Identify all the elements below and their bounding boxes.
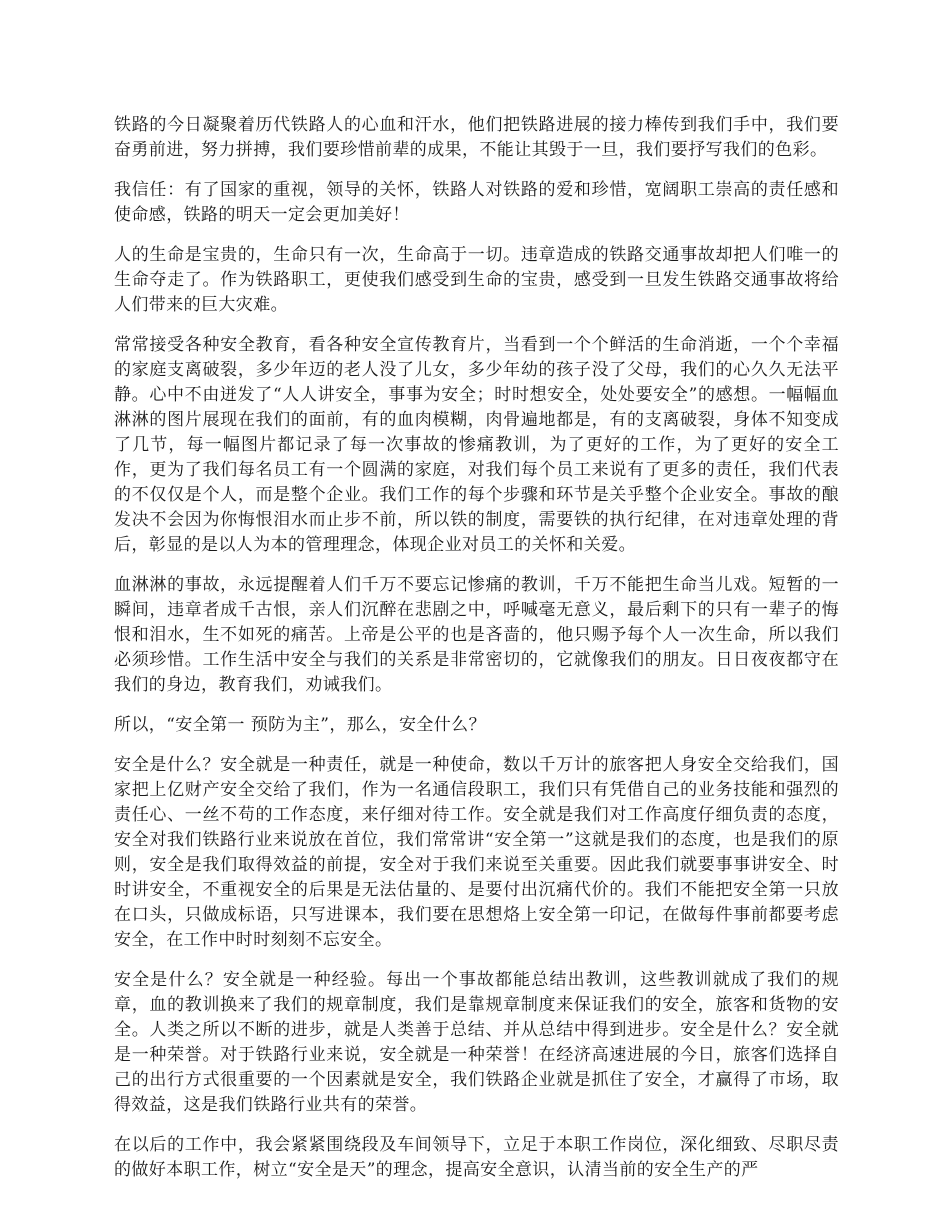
paragraph: 人的生命是宝贵的，生命只有一次，生命高于一切。违章造成的铁路交通事故却把人们唯一的生命夺走了。作为铁路职工，更使我们感受到生命的宝贵，感受到一旦发生铁路交通事故将给人们带来的巨大灾难。 [114, 245, 839, 315]
paragraph: 所以，“安全第一 预防为主”，那么，安全什么？ [114, 715, 486, 735]
paragraph: 我信任：有了国家的重视，领导的关怀，铁路人对铁路的爱和珍惜，宽阔职工崇高的责任感和使命感，铁路的明天一定会更加美好！ [114, 180, 839, 225]
paragraph: 安全是什么？安全就是一种责任，就是一种使命，数以千万计的旅客把人身安全交给我们，国家把上亿财产安全交给了我们，作为一名通信段职工，我们只有凭借自己的业务技能和强烈的责任心、一丝不苟的工作态度，来仔细对待工作。安全就是我们对工作高度仔细负责的态度，安全对我们铁路行业来说放在首位，我们常常讲“安全第一”这就是我们的态度，也是我们的原则，安全是我们取得效益的前提，安全对于我们来说至关重要。因此我们就要事事讲安全、时时讲安全，不重视安全的后果是无法估量的、是要付出沉痛代价的。我们不能把安全第一只放在口头，只做成标语，只写进课本，我们要在思想烙上安全第一印记，在做每件事前都要考虑安全，在工作中时时刻刻不忘安全。 [114, 755, 839, 950]
paragraph: 铁路的今日凝聚着历代铁路人的心血和汗水，他们把铁路进展的接力棒传到我们手中，我们要奋勇前进，努力拼搏，我们要珍惜前辈的成果，不能让其毁于一旦，我们要抒写我们的色彩。 [114, 115, 839, 160]
paragraph: 在以后的工作中，我会紧紧围绕段及车间领导下，立足于本职工作岗位，深化细致、尽职尽责的做好本职工作，树立“安全是天”的理念，提高安全意识，认清当前的安全生产的严 [114, 1135, 839, 1180]
paragraph: 安全是什么？安全就是一种经验。每出一个事故都能总结出教训，这些教训就成了我们的规章，血的教训换来了我们的规章制度，我们是靠规章制度来保证我们的安全，旅客和货物的安全。人类之所以不断的进步，就是人类善于总结、并从总结中得到进步。安全是什么？安全就是一种荣誉。对于铁路行业来说，安全就是一种荣誉！在经济高速进展的今日，旅客们选择自己的出行方式很重要的一个因素就是安全，我们铁路企业就是抓住了安全，才赢得了市场，取得效益，这是我们铁路行业共有的荣誉。 [114, 970, 839, 1115]
paragraph: 常常接受各种安全教育，看各种安全宣传教育片，当看到一个个鲜活的生命消逝，一个个幸福的家庭支离破裂，多少年迈的老人没了儿女，多少年幼的孩子没了父母，我们的心久久无法平静。心中不由迸发了“人人讲安全，事事为安全；时时想安全，处处要安全”的感想。一幅幅血淋淋的图片展现在我们的面前，有的血肉模糊，肉骨遍地都是，有的支离破裂，身体不知变成了几节，每一幅图片都记录了每一次事故的惨痛教训，为了更好的工作，为了更好的安全工作，更为了我们每名员工有一个圆满的家庭，对我们每个员工来说有了更多的责任，我们代表的不仅仅是个人，而是整个企业。我们工作的每个步骤和环节是关乎整个企业安全。事故的酿发决不会因为你悔恨泪水而止步不前，所以铁的制度，需要铁的执行纪律，在对违章处理的背后，彰显的是以人为本的管理理念，体现企业对员工的关怀和关爱。 [114, 335, 839, 555]
paragraph: 血淋淋的事故，永远提醒着人们千万不要忘记惨痛的教训，千万不能把生命当儿戏。短暂的一瞬间，违章者成千古恨，亲人们沉醉在悲剧之中，呼喊毫无意义，最后剩下的只有一辈子的悔恨和泪水，生不如死的痛苦。上帝是公平的也是吝啬的，他只赐予每个人一次生命，所以我们必须珍惜。工作生活中安全与我们的关系是非常密切的，它就像我们的朋友。日日夜夜都守在我们的身边，教育我们，劝诫我们。 [114, 575, 839, 695]
document-body [114, 113, 839, 1198]
